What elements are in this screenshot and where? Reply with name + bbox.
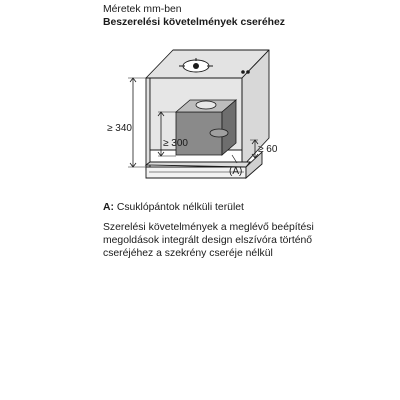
marker-a-label: (A) xyxy=(229,166,243,177)
legend xyxy=(103,201,393,214)
label-hood-height: ≥ 300 xyxy=(163,138,188,149)
note-line: cseréjéhez a szekrény cseréje nélkül xyxy=(103,248,273,259)
installation-diagram xyxy=(0,30,400,190)
page-title: Beszerelési követelmények cseréhez xyxy=(103,17,285,28)
label-cabinet-height: ≥ 340 xyxy=(107,123,132,134)
note-line: megoldások integrált design elszívóra történő xyxy=(103,235,313,246)
header xyxy=(103,3,393,29)
note-line: Szerelési követelmények a meglévő beépítési xyxy=(103,222,314,233)
label-side-clearance: ≥ 60 xyxy=(258,144,278,155)
legend-key: A: xyxy=(103,202,114,213)
cabinet-left-panel xyxy=(146,78,150,170)
legend-text: Csuklópántok nélküli terület xyxy=(116,202,244,213)
units-caption: Méretek mm-ben xyxy=(103,4,182,15)
installation-note xyxy=(103,221,393,260)
